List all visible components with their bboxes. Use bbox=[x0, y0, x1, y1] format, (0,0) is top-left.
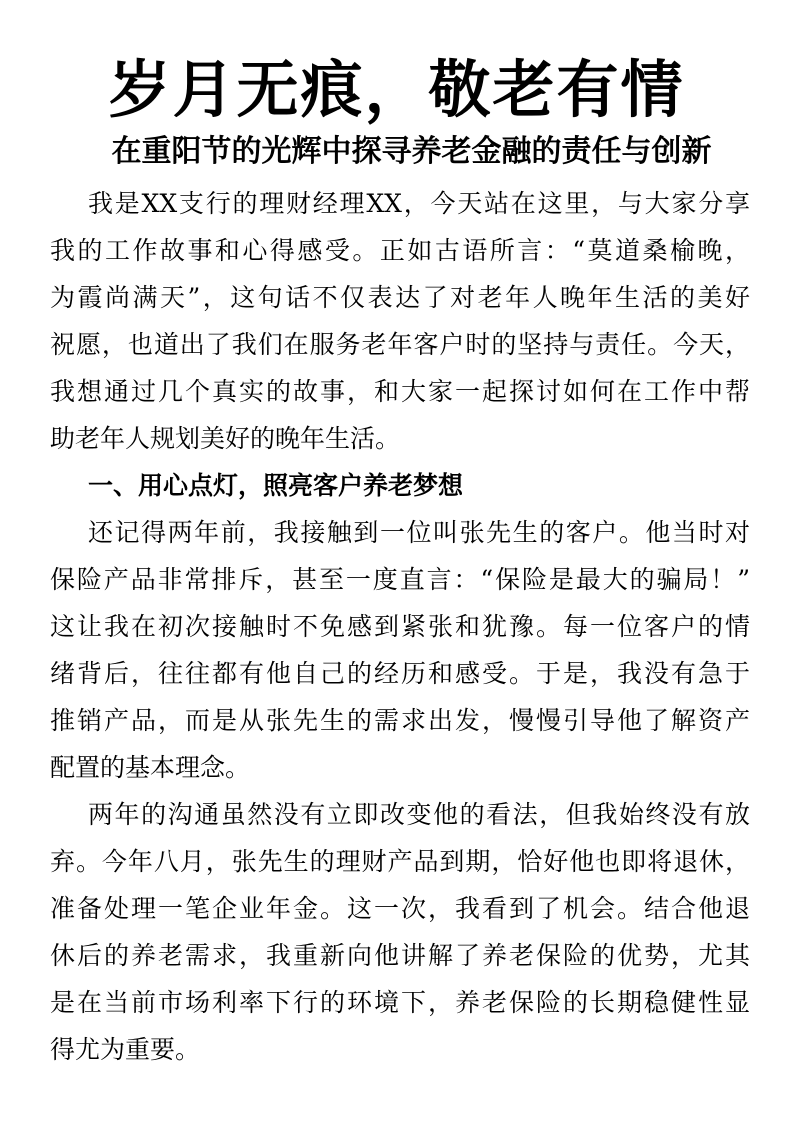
text-line: 推销产品，而是从张先生的需求出发，慢慢引导他了解资产 bbox=[50, 706, 750, 735]
document-subtitle: 在重阳节的光辉中探寻养老金融的责任与创新 bbox=[111, 134, 712, 169]
text-line: 我想通过几个真实的故事，和大家一起探讨如何在工作中帮 bbox=[50, 377, 750, 406]
text-line: 弃。今年八月，张先生的理财产品到期，恰好他也即将退休， bbox=[50, 847, 750, 876]
text-line: 准备处理一笔企业年金。这一次，我看到了机会。结合他退 bbox=[50, 894, 750, 923]
text-line: 是在当前市场利率下行的环境下，养老保险的长期稳健性显 bbox=[50, 988, 750, 1017]
text-line: 绪背后，往往都有他自己的经历和感受。于是，我没有急于 bbox=[50, 659, 750, 688]
document-body bbox=[50, 180, 750, 1073]
text-line: 这让我在初次接触时不免感到紧张和犹豫。每一位客户的情 bbox=[50, 612, 750, 641]
text-line: 我是XX支行的理财经理XX，今天站在这里，与大家分享 bbox=[88, 189, 750, 218]
intro-paragraph bbox=[50, 180, 750, 462]
text-line: 还记得两年前，我接触到一位叫张先生的客户。他当时对 bbox=[88, 518, 750, 547]
text-line: 休后的养老需求，我重新向他讲解了养老保险的优势，尤其 bbox=[50, 941, 750, 970]
text-line: 得尤为重要。 bbox=[50, 1035, 201, 1064]
document-title: 岁月无痕，敬老有情 bbox=[108, 53, 685, 126]
text-line: 两年的沟通虽然没有立即改变他的看法，但我始终没有放 bbox=[88, 800, 750, 829]
text-line: 助老年人规划美好的晚年生活。 bbox=[50, 424, 401, 453]
text-line: 配置的基本理念。 bbox=[50, 753, 251, 782]
section-heading: 一、用心点灯，照亮客户养老梦想 bbox=[88, 471, 464, 500]
text-line: 我的工作故事和心得感受。正如古语所言：“莫道桑榆晚， bbox=[50, 236, 750, 265]
text-line: 保险产品非常排斥，甚至一度直言：“保险是最大的骗局！” bbox=[50, 565, 750, 594]
section-1-paragraph-2 bbox=[50, 791, 750, 1073]
text-line: 祝愿，也道出了我们在服务老年客户时的坚持与责任。今天， bbox=[50, 330, 750, 359]
text-line: 为霞尚满天”，这句话不仅表达了对老年人晚年生活的美好 bbox=[50, 283, 750, 312]
section-1-paragraph-1 bbox=[50, 509, 750, 791]
